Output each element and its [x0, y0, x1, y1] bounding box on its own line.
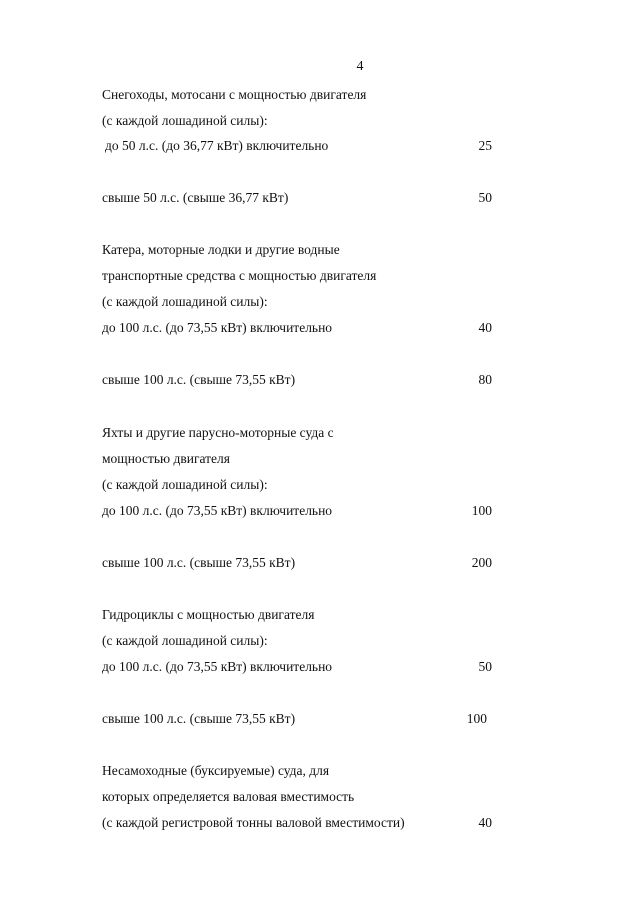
section-heading-line: Снегоходы, мотосани с мощностью двигателя [102, 87, 367, 102]
rate-row-label: до 50 л.с. (до 36,77 кВт) включительно [105, 138, 329, 153]
rate-row-label: свыше 100 л.с. (свыше 73,55 кВт) [102, 372, 296, 387]
rate-row-label: до 100 л.с. (до 73,55 кВт) включительно [102, 659, 333, 674]
rate-row-label: свыше 100 л.с. (свыше 73,55 кВт) [102, 711, 296, 726]
section-heading-line: Яхты и другие парусно-моторные суда с [102, 425, 334, 440]
rate-row-value: 200 [471, 555, 492, 570]
section-heading-line: (с каждой лошадиной силы): [102, 294, 268, 309]
rate-row-label: до 100 л.с. (до 73,55 кВт) включительно [102, 320, 333, 335]
rate-row-value: 50 [478, 659, 492, 674]
section-heading-line: (с каждой лошадиной силы): [102, 113, 268, 128]
section-heading-line: мощностью двигателя [102, 451, 230, 466]
rate-row-label: свыше 100 л.с. (свыше 73,55 кВт) [102, 555, 296, 570]
section-heading-line: которых определяется валовая вместимость [102, 789, 355, 804]
rate-row-label: (с каждой регистровой тонны валовой вместимости) [102, 815, 405, 830]
rate-row-value: 40 [478, 320, 492, 335]
rate-row-label: до 100 л.с. (до 73,55 кВт) включительно [102, 503, 333, 518]
section-heading-line: Катера, моторные лодки и другие водные [102, 242, 340, 257]
rate-row-value: 25 [478, 138, 492, 153]
rate-row-value: 40 [478, 815, 492, 830]
section-heading-line: Гидроциклы с мощностью двигателя [102, 607, 315, 622]
rate-row-value: 100 [471, 503, 492, 518]
rate-row-value: 50 [478, 190, 492, 205]
page-number: 4 [356, 59, 364, 74]
rate-row-value: 80 [478, 372, 492, 387]
rate-row-value: 100 [466, 711, 487, 726]
section-heading-line: Несамоходные (буксируемые) суда, для [102, 763, 330, 778]
section-heading-line: (с каждой лошадиной силы): [102, 633, 268, 648]
section-heading-line: транспортные средства с мощностью двигателя [102, 268, 377, 283]
rate-row-label: свыше 50 л.с. (свыше 36,77 кВт) [102, 190, 289, 205]
section-heading-line: (с каждой лошадиной силы): [102, 477, 268, 492]
